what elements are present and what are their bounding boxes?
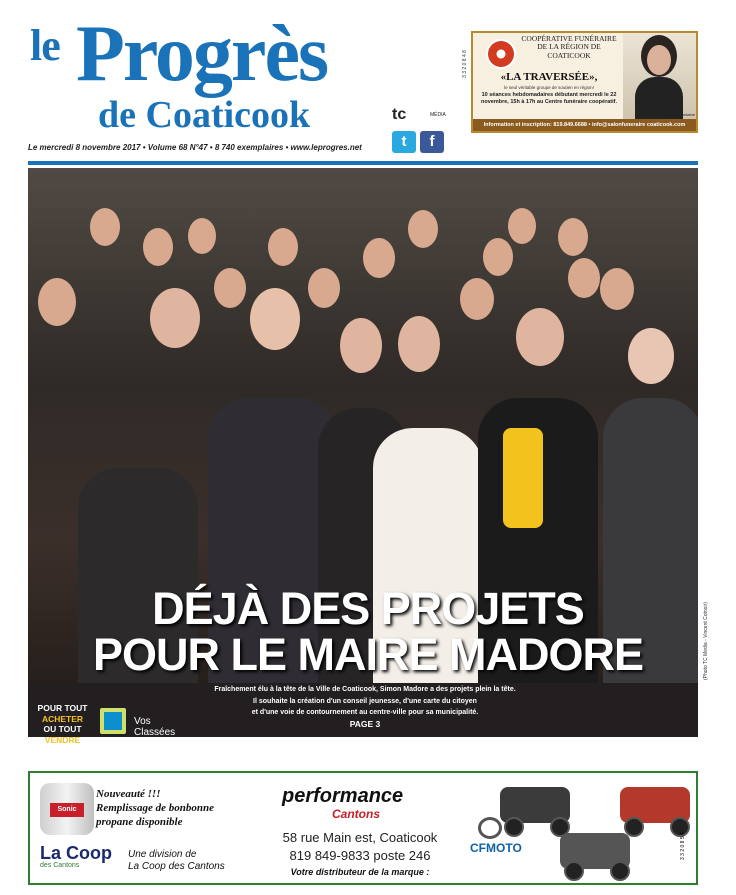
masthead-title: Progrès (76, 10, 328, 98)
funeral-ad[interactable] (461, 31, 698, 133)
funeral-ad-header: COOPÉRATIVE FUNÉRAIRE DE LA RÉGION DE COATICOOK (521, 34, 617, 60)
classifieds-promo[interactable] (30, 703, 95, 745)
headline-line-2: POUR LE MAIRE MADORE (92, 629, 643, 680)
dateline: Le mercredi 8 novembre 2017 • Volume 68 N°47 • 8 740 exemplaires • www.leprogres.net (28, 143, 362, 152)
funeral-ad-footer: Information et inscription: 819.849.6688 • info@salonfuneraire coaticook.com (473, 119, 696, 131)
photo-credit: (Photo TC Media - Vincent Cotnoir) (703, 602, 709, 680)
funeral-ad-code: 3 3 2 0 8 4 8 (461, 50, 468, 78)
classifieds-line-2: ACHETER (41, 713, 84, 724)
masthead-le: le (30, 21, 60, 70)
classifieds-line-3: OU TOUT (43, 724, 82, 734)
novelty-line-2: Remplissage de bonbonne (96, 802, 214, 814)
classifieds-line-4: VENDRE (44, 734, 81, 745)
tc-media-logo[interactable]: tc (392, 106, 407, 123)
funeral-ad-portrait (623, 33, 696, 119)
tc-media-label: MÉDIA (430, 112, 446, 118)
novelty-line-1: Nouveauté !!! (96, 788, 161, 800)
caption-line-1: Fraîchement élu à la tête de la Ville de Coaticook, Simon Madore a des projets plein la tête. (214, 686, 516, 693)
vos-classees-icon (100, 708, 126, 734)
masthead-rule (28, 161, 698, 165)
tank-label: Sonic (50, 803, 84, 817)
headline-line-1: DÉJÀ DES PROJETS (152, 583, 584, 634)
vos-classees-line-1: Vos (134, 716, 151, 727)
distributor-text: Votre distributeur de la marque : (290, 867, 430, 877)
bottom-ad-code: 3 3 2 0 8 5 4 (680, 832, 686, 860)
funeral-ad-title: «LA TRAVERSÉE», (500, 71, 598, 83)
classifieds-line-1: POUR TOUT (37, 703, 88, 713)
coop-performance-ad[interactable] (28, 771, 698, 885)
dealer-phone[interactable]: 819 849-9833 poste 246 (289, 848, 431, 863)
coop-name: La Coop (40, 843, 112, 863)
twitter-icon[interactable]: t (392, 131, 416, 153)
photo-caption (190, 684, 540, 719)
cfmoto-emblem-icon (478, 817, 502, 839)
division-text (128, 849, 225, 873)
cfmoto-logo: CFMOTO (470, 841, 522, 855)
vos-classees-line-2: Classées (134, 727, 176, 738)
coop-funeraire-logo-icon (486, 39, 516, 69)
dealer-address: 58 rue Main est, Coaticook (282, 830, 438, 845)
performance-sub: Cantons (332, 807, 380, 821)
masthead-subtitle: de Coaticook (98, 94, 311, 136)
la-coop-logo (40, 843, 112, 869)
funeral-ad-person-name: Jeanne Fontaine (665, 112, 695, 117)
novelty-line-3: propane disponible (96, 816, 183, 828)
performance-logo: performance (282, 785, 404, 807)
vos-classees-label[interactable] (134, 716, 175, 738)
dealer-contact (260, 829, 460, 865)
division-line-2: La Coop des Cantons (128, 861, 225, 872)
propane-tank-icon (40, 783, 94, 835)
funeral-ad-body: 10 séances hebdomadaires débutant mercredi le 22 novembre, 15h à 17h au Centre funéraire coopératif. (480, 92, 617, 105)
facebook-icon[interactable]: f (420, 131, 444, 153)
caption-line-2: Il souhaite la création d'un conseil jeunesse, d'une carte du citoyen (253, 697, 477, 705)
main-headline[interactable] (0, 583, 736, 680)
caption-line-3: et d'une voie de contournement au centre-ville pour sa municipalité. (251, 709, 479, 716)
coop-sub: des Cantons (40, 862, 80, 869)
funeral-ad-subtitle: le seul véritable groupe de soutien en région! (504, 85, 594, 90)
division-line-1: Une division de (128, 849, 197, 860)
page-reference-link[interactable]: PAGE 3 (349, 719, 381, 729)
novelty-text (96, 787, 214, 829)
